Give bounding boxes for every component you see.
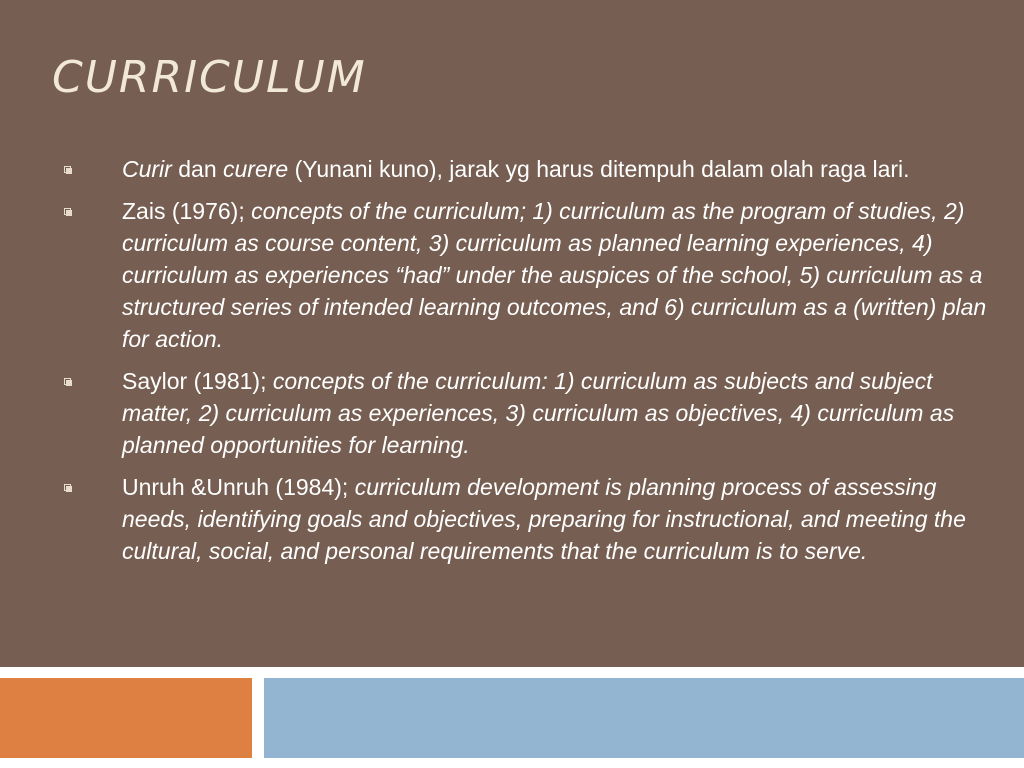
slide-title: CURRICULUM xyxy=(52,52,367,103)
bullet-source: Unruh &Unruh (1984); xyxy=(122,474,355,500)
bullet-text: dan xyxy=(171,156,223,182)
bullet-source: Saylor (1981); xyxy=(122,368,273,394)
square-bullet-icon xyxy=(64,166,72,174)
bullet-item xyxy=(64,153,994,185)
footer-band-orange xyxy=(0,678,252,758)
square-bullet-icon xyxy=(64,484,72,492)
bullet-text-italic: curere xyxy=(223,156,289,182)
bullet-list xyxy=(64,153,994,577)
footer-band-blue xyxy=(264,678,1024,758)
bullet-text-italic: Curir xyxy=(122,156,172,182)
square-bullet-icon xyxy=(64,378,72,386)
square-bullet-icon xyxy=(64,208,72,216)
bullet-text-italic: concepts of the curriculum; 1) curriculum as the program of studies, 2) curriculum as course content, 3) curriculum as planned learning experiences, 4) curriculum as experiences “had” under the auspices of the school, 5) curriculum as a structured series of intended learning outcomes, and 6) curriculum as a (written) plan for action. xyxy=(122,198,987,352)
bullet-text: (Yunani kuno), jarak yg harus ditempuh dalam olah raga lari. xyxy=(288,156,910,182)
bullet-text-italic: curriculum development is planning process of assessing needs, identifying goals and objectives, preparing for instructional, and meeting the cultural, social, and personal requirements that the curriculum is to serve. xyxy=(122,474,966,564)
bullet-item xyxy=(64,195,994,355)
bullet-item xyxy=(64,471,994,567)
bullet-item xyxy=(64,365,994,461)
bullet-source: Zais (1976); xyxy=(122,198,252,224)
bullet-text-italic: concepts of the curriculum: 1) curriculum as subjects and subject matter, 2) curriculum as experiences, 3) curriculum as objectives, 4) curriculum as planned opportunities for learning. xyxy=(122,368,955,458)
